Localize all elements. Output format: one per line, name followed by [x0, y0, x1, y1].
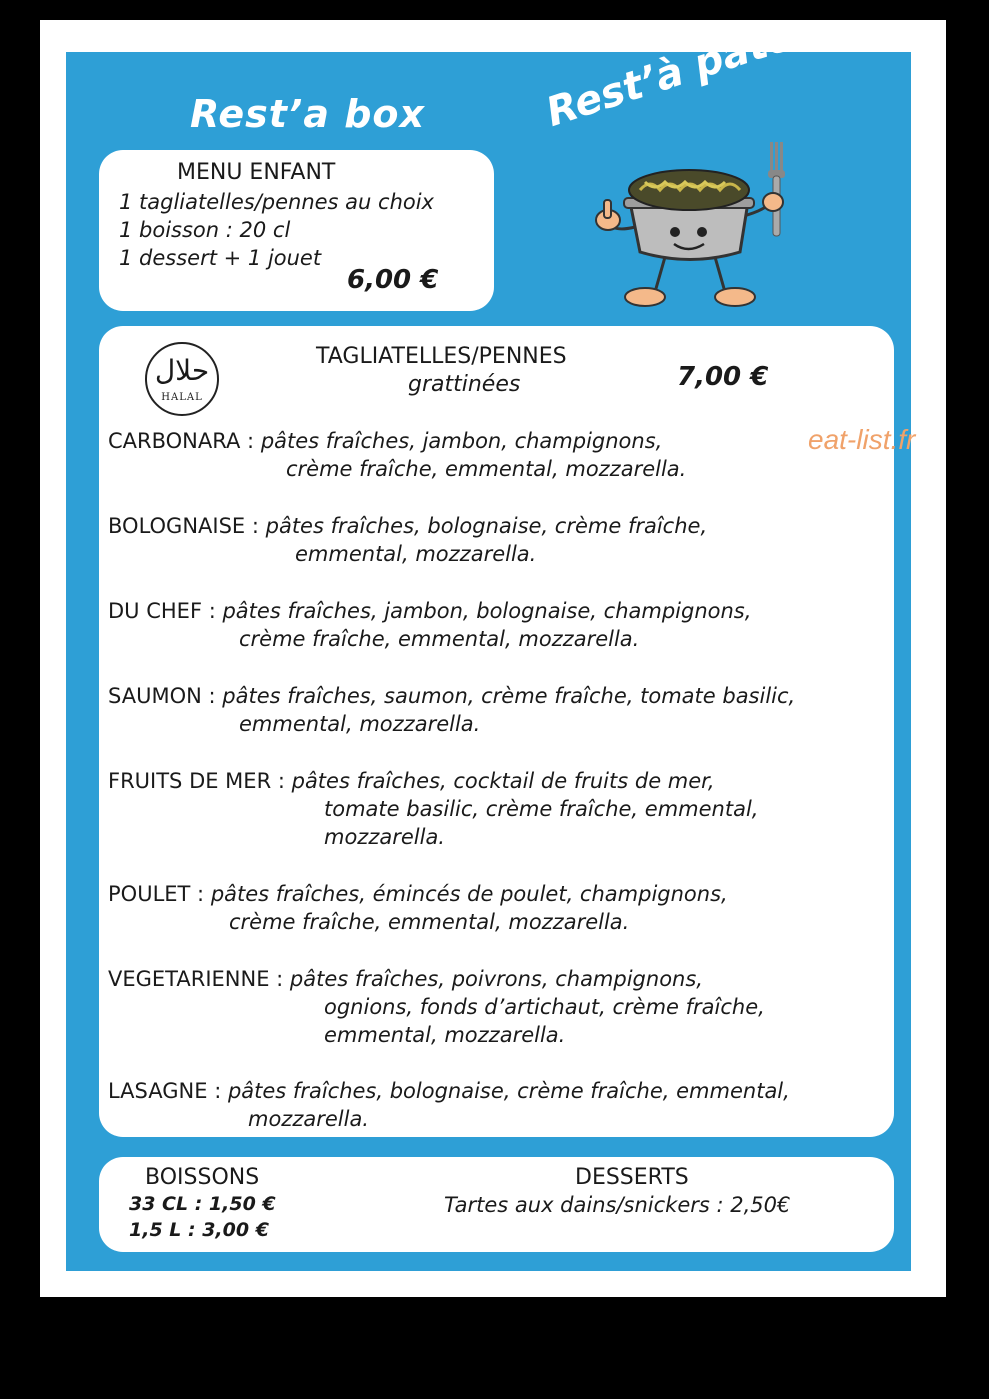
dish-desc: mozzarella. — [248, 1107, 369, 1131]
drinks-desserts-panel — [99, 1157, 894, 1252]
dish-name: POULET : — [108, 882, 205, 906]
dish-desc: mozzarella. — [324, 825, 445, 849]
dish-name: CARBONARA : — [108, 429, 255, 453]
halal-seal-icon — [145, 342, 219, 416]
pasta-pot-mascot-icon — [590, 132, 800, 317]
dish-desc: pâtes fraîches, poivrons, champignons, — [289, 967, 703, 991]
brand-rest-a-box: Rest’a box — [190, 92, 426, 136]
dish-name: VEGETARIENNE : — [108, 967, 284, 991]
dish-desc: crème fraîche, emmental, mozzarella. — [229, 910, 630, 934]
dish-desc: pâtes fraîches, jambon, bolognaise, champignons, — [222, 599, 752, 623]
fork-icon — [768, 142, 785, 236]
kids-menu-line: 1 tagliatelles/pennes au choix — [119, 190, 434, 214]
brand-rest-a-pates: Rest’à pâtes — [540, 5, 822, 136]
dish-desc: ognions, fonds d’artichaut, crème fraîche, — [324, 995, 765, 1019]
dish-name: FRUITS DE MER : — [108, 769, 285, 793]
pasta-menu-subtitle: grattinées — [408, 372, 521, 397]
drinks-title: BOISSONS — [145, 1165, 260, 1190]
kids-menu-price: 6,00 € — [347, 265, 439, 295]
dish-name: SAUMON : — [108, 684, 216, 708]
pasta-menu-title: TAGLIATELLES/PENNES — [316, 344, 567, 369]
dish-desc: tomate basilic, crème fraîche, emmental, — [324, 797, 759, 821]
watermark: eat-list.fr — [808, 424, 916, 455]
dish-name: LASAGNE : — [108, 1079, 222, 1103]
dish-desc: emmental, mozzarella. — [239, 712, 481, 736]
dish-name: BOLOGNAISE : — [108, 514, 259, 538]
kids-menu-line: 1 dessert + 1 jouet — [119, 246, 322, 270]
dish-desc: crème fraîche, emmental, mozzarella. — [239, 627, 640, 651]
kids-menu-panel — [99, 150, 494, 311]
pasta-menu-panel — [99, 326, 894, 1137]
dish-desc: emmental, mozzarella. — [295, 542, 537, 566]
dish-desc: pâtes fraîches, bolognaise, crème fraîche, emmental, — [227, 1079, 790, 1103]
dish-desc: pâtes fraîches, bolognaise, crème fraîche, — [265, 514, 708, 538]
dish-desc: pâtes fraîches, jambon, champignons, — [260, 429, 663, 453]
dish-desc: pâtes fraîches, émincés de poulet, champignons, — [210, 882, 728, 906]
drink-item: 1,5 L : 3,00 € — [129, 1219, 269, 1241]
halal-latin: HALAL — [161, 392, 203, 403]
pasta-menu-price: 7,00 € — [677, 362, 769, 392]
kids-menu-line: 1 boisson : 20 cl — [119, 218, 291, 242]
kids-menu-title: MENU ENFANT — [177, 160, 336, 185]
halal-arabic: حلال — [154, 354, 210, 387]
dish-desc: crème fraîche, emmental, mozzarella. — [286, 457, 687, 481]
dish-desc: pâtes fraîches, cocktail de fruits de mer, — [291, 769, 715, 793]
dish-name: DU CHEF : — [108, 599, 216, 623]
dish-desc: emmental, mozzarella. — [324, 1023, 566, 1047]
drink-item: 33 CL : 1,50 € — [129, 1193, 276, 1215]
desserts-title: DESSERTS — [575, 1165, 689, 1190]
dish-desc: pâtes fraîches, saumon, crème fraîche, tomate basilic, — [222, 684, 796, 708]
dessert-item: Tartes aux dains/snickers : 2,50€ — [444, 1193, 791, 1217]
